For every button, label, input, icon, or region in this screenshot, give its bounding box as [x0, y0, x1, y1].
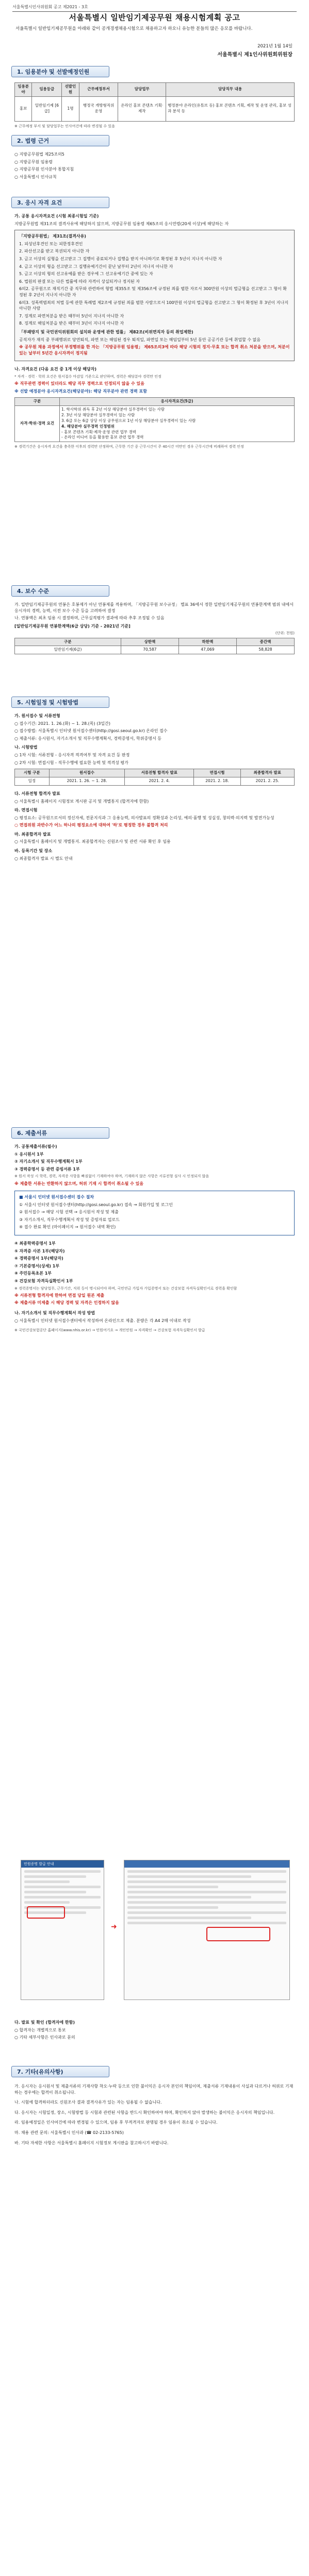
placeholder-line — [24, 1891, 86, 1893]
box-line: 5. 금고 이상의 형의 선고유예를 받은 경우에 그 선고유예기간 중에 있는 자 — [19, 272, 153, 277]
placeholder-line — [24, 1901, 70, 1904]
qual-item: - 홍보 콘텐츠 기획·제작·운영 관련 업무 경력 — [61, 429, 136, 434]
placeholder-line — [127, 1886, 218, 1888]
box-line: 6의2. 공무원으로 재직기간 중 직무와 관련하여 형법 제355조 및 제356조에 규정된 죄를 범한 자로서 300만원 이상의 벌금형을 선고받고 그 형이 확정된 후 2년이 지나지 아니한 자 — [19, 286, 287, 297]
doc-item: ⑤ 자격증 사본 1부(해당자) — [14, 1248, 65, 1253]
table-cell: 58,828 — [236, 646, 294, 654]
placeholder-line — [127, 1917, 251, 1919]
table-cell: 일반임기제(6급) — [15, 646, 121, 654]
law-item: ○ 서울특별시 인사규칙 — [14, 174, 57, 179]
law-item: ○ 지방공무원 임용령 — [14, 159, 53, 164]
doc-item: ② 자기소개서 및 직무수행계획서 1부 — [14, 1159, 83, 1164]
box-line: 7. 징계로 파면처분을 받은 때부터 5년이 지나지 아니한 자 — [19, 313, 124, 318]
table-cell: 2021. 2. 25. — [240, 777, 294, 786]
section-7-body — [14, 2083, 295, 2150]
salary-text: 가. 일반임기제공무원의 연봉은 호봉제가 아닌 연봉제를 적용하며, 「지방공무원 보수규정」 별표 36에서 정한 일반임기제공무원의 연봉한계액 범위 내에서 응시자의 경력, 능력, 이전 보수 수준 등을 고려하여 결정 — [14, 602, 294, 613]
salary-text: 나. 연봉액은 최초 임용 시 결정하며, 근무실적평가 결과에 따라 추후 조정될 수 있음 — [14, 616, 165, 621]
salary-table — [14, 638, 295, 655]
schedule-line: ○ 제출서류: 응시원서, 자기소개서 및 직무수행계획서, 경력증명서, 학위증명서 등 — [14, 736, 161, 741]
sub-heading: 나. 시험방법 — [14, 745, 38, 750]
common-qual-text: 지방공무원법 제31조의 결격사유에 해당하지 않으며, 지방공무원 임용령 제65조의 응시연령(20세 이상)에 해당하는 자 — [14, 221, 229, 226]
box-line: 공직자가 재직 중 부패행위로 당연퇴직, 파면 또는 해임된 경우 퇴직일, 파면일 또는 해임일부터 5년 동안 공공기관 등에 취업할 수 없음 — [19, 337, 261, 342]
qual-heading: 나. 자격요건 (다음 요건 중 1개 이상 해당자) — [14, 367, 97, 372]
sub-heading: 다. 발표 및 확인 (합격자에 한함) — [14, 2020, 75, 2025]
doc-note: ※ 경력증명서는 담당업무, 근무기간, 직위 등이 명시되어야 하며, 국민연금 가입자 가입증명서 또는 건강보험 자격득실확인서로 경력을 확인함 — [14, 1286, 237, 1291]
screenshot-note: ※ 국민건강보험공단 홈페이지(www.nhis.or.kr) → 민원여기요 → 개인민원 → 자격확인 → 건강보험 자격득실확인서 발급 — [14, 1328, 205, 1333]
doc-note: ※ 원서 작성 시 학력, 경력, 자격증 사항을 빠짐없이 기재하여야 하며, 기재하지 않은 사항은 서류전형 심사 시 인정되지 않음 — [14, 1174, 209, 1179]
section-3-title: 3. 응시 자격 요건 — [11, 197, 109, 208]
section-6-tail — [14, 2020, 295, 2042]
notice-item: 나. 시험에 합격하더라도 신원조사 결과 결격사유가 있는 자는 임용될 수 없습니다. — [14, 2100, 162, 2105]
table-header: 선발인원 — [62, 83, 79, 97]
table-cell: 일정 — [15, 777, 50, 786]
placeholder-line — [24, 1870, 101, 1873]
table-row — [15, 777, 295, 786]
schedule-line: ○ 접수기간: 2021. 1. 26.(화) ~ 1. 28.(목) (3일간) — [14, 721, 110, 726]
qual-note: * 자격 · 경력 · 학위 요건은 원서접수 마감일 기준으로 판단하며, 경력은 해당분야 경력만 인정 — [14, 374, 161, 379]
qual-item: 2. 3년 이상 해당분야 실무경력이 있는 사람 — [61, 412, 135, 417]
placeholder-line — [24, 1896, 101, 1899]
section-1-note: ※ 근무예정 부서 및 담당업무는 인사여건에 따라 변경될 수 있음 — [14, 124, 115, 128]
intro-text: 서울특별시 일반임기제공무원을 아래와 같이 공개경쟁채용시험으로 채용하고자 하오니 유능한 분들의 많은 응모를 바랍니다. — [15, 26, 253, 31]
section-3-body — [14, 213, 295, 451]
notice-date: 2021년 1월 14일 — [257, 44, 292, 49]
section-6-body — [14, 1144, 295, 1334]
section-4-body — [14, 602, 295, 654]
sub-heading: 가. 원서접수 및 서류전형 — [14, 714, 60, 718]
box-title: ■ 서울시 인터넷 원서접수센터 접수 절차 — [19, 1195, 94, 1200]
table-row — [15, 96, 295, 121]
section-7-title: 7. 기타(유의사항) — [11, 2066, 109, 2077]
box-line: ① 서울시 인터넷 원서접수센터(http://gosi.seoul.go.kr) 접속 → 회원가입 및 로그인 — [19, 1202, 173, 1207]
placeholder-line — [127, 1901, 286, 1904]
placeholder-line — [127, 1896, 251, 1899]
law-item: ○ 지방공무원 인사분야 통합지침 — [14, 167, 74, 172]
box-line: 1. 피성년후견인 또는 피한정후견인 — [19, 241, 83, 246]
schedule-line: ○ 2차 시험: 면접시험 - 직무수행에 필요한 능력 및 적격성 평가 — [14, 760, 128, 765]
table-cell: 행정분야 온라인(유튜브 등) 홍보 콘텐츠 기획, 제작 및 운영 관리, 홍보 성과 분석 등 — [166, 96, 295, 121]
highlight-callout — [27, 1906, 65, 1919]
doc-item: ⑧ 주민등록초본 1부 — [14, 1271, 52, 1276]
notice-item: 라. 임용예정일은 인사여건에 따라 변경될 수 있으며, 임용 후 부적격자로 판명될 경우 임용이 취소될 수 있습니다. — [14, 2120, 218, 2125]
placeholder-line — [24, 1875, 86, 1878]
table-cell: 1명 — [62, 96, 79, 121]
table-row — [15, 406, 295, 442]
qual-item: 1. 학사학위 취득 후 2년 이상 해당분야 실무경력이 있는 사람 — [61, 407, 165, 412]
screenshot-title: 민원증명 발급 안내 — [21, 1860, 104, 1868]
position-table — [14, 82, 295, 122]
section-5-body — [14, 713, 295, 863]
table-header: 시험 구분 — [15, 769, 50, 777]
tail-line: ○ 합격자는 개별적으로 통보 — [14, 2027, 66, 2032]
placeholder-line — [127, 1875, 251, 1878]
doc-item: ⑦ 기본증명서(상세) 1부 — [14, 1263, 60, 1268]
doc-item: ③ 경력증명서 등 관련 증빙서류 1부 — [14, 1166, 80, 1172]
qual-item: - 온라인 미디어 등을 활용한 홍보 관련 업무 경력 — [61, 435, 144, 440]
placeholder-line — [127, 1911, 286, 1914]
schedule-line: ○ 서울특별시 홈페이지 시험정보 게시판 공지 및 개별통지 (합격자에 한함) — [14, 799, 149, 804]
box-line: ② 원서접수 → 해당 시험 선택 → 응시원서 작성 및 제출 — [19, 1210, 119, 1215]
section-1-title: 1. 임용분야 및 선발예정인원 — [11, 66, 109, 77]
box-line: 8. 징계로 해임처분을 받은 때부터 3년이 지나지 아니한 자 — [19, 321, 124, 326]
table-header: 근무예정부서 — [79, 83, 118, 97]
doc-item: ⑨ 건강보험 자격득실확인서 1부 — [14, 1279, 73, 1284]
table-header: 상한액 — [121, 638, 178, 646]
section-2-body — [14, 151, 295, 181]
table-cell: 행정국 개방형직위 운영 — [79, 96, 118, 121]
schedule-line: ○ 서울특별시 홈페이지 및 개별통지. 최종합격자는 신원조사 및 관련 서류 확인 후 임용 — [14, 839, 171, 844]
salary-caption: [일반임기제공무원 연봉한계액(6급 상당) 기준 - 2021년 기준] — [14, 623, 131, 629]
box-line: ③ 자기소개서, 직무수행계획서 작성 및 증빙자료 업로드 — [19, 1217, 120, 1222]
doc-item: ④ 최종학력증명서 1부 — [14, 1241, 56, 1246]
doc-item: ⑥ 경력증명서 1부(해당자) — [14, 1256, 63, 1261]
notice-item: 다. 응시자는 시험일정, 장소, 시험방법 등 시험과 관련된 사항을 반드시 확인하여야 하며, 확인하지 않아 발생하는 불이익은 응시자의 책임입니다. — [14, 2110, 275, 2115]
sub-heading: 다. 서류전형 합격자 발표 — [14, 791, 60, 796]
table-header: 임용등급 — [32, 83, 62, 97]
section-1-body — [14, 82, 295, 130]
page-title: 서울특별시 일반임기제공무원 채용시험계획 공고 — [69, 13, 240, 22]
section-5-title: 5. 시험일정 및 시험방법 — [11, 697, 109, 708]
schedule-line: ○ 1차 시험: 서류전형 - 응시자격 적격여부 및 자격 요건 등 판정 — [14, 752, 130, 757]
box-line: 4. 금고 이상의 형을 선고받고 그 집행유예기간이 끝난 날부터 2년이 지나지 아니한 자 — [19, 264, 173, 269]
table-cell: 온라인 홍보 콘텐츠 기획·제작 — [118, 96, 166, 121]
box-line: 6의3. 성폭력범죄의 처벌 등에 관한 특례법 제2조에 규정된 죄를 범한 사람으로서 100만원 이상의 벌금형을 선고받고 그 형이 확정된 후 3년이 지나지 아니한 사람 — [19, 300, 288, 311]
schedule-table — [14, 769, 295, 786]
box-title: 「지방공무원법」 제31조(결격사유) — [19, 234, 86, 239]
table-header: 담당직무 내용 — [166, 83, 295, 97]
table-row — [15, 646, 295, 654]
screenshot-bar — [124, 1860, 289, 1868]
box-line: ④ 접수 완료 확인 (마이페이지 → 원서접수 내역 확인) — [19, 1225, 116, 1230]
box-line: 6. 법원의 판결 또는 다른 법률에 따라 자격이 상실되거나 정지된 자 — [19, 279, 140, 284]
sub-heading: 라. 면접시험 — [14, 808, 38, 813]
table-header: 중간액 — [236, 638, 294, 646]
table-header: 원서접수 — [49, 769, 125, 777]
table-header: 면접시험 — [194, 769, 240, 777]
salary-unit: (단위: 천원) — [275, 631, 295, 636]
section-2-title: 2. 법령 근거 — [11, 135, 109, 146]
table-cell: 2021. 1. 26. ~ 1. 28. — [49, 777, 125, 786]
doc-item: ① 응시원서 1부 — [14, 1151, 44, 1157]
schedule-line: ○ 면접위원 과반수가 어느 하나의 평정요소에 대하여 '하'로 평정한 경우 불합격 처리 — [14, 823, 168, 828]
placeholder-line — [24, 1886, 101, 1888]
table-cell: 2021. 2. 18. — [194, 777, 240, 786]
schedule-line: ○ 최종합격자 발표 시 별도 안내 — [14, 856, 73, 861]
placeholder-line — [127, 1906, 218, 1909]
table-header: 담당업무 — [118, 83, 166, 97]
required-docs-list — [14, 1241, 295, 1284]
placeholder-line — [127, 1922, 286, 1924]
notice-item: 가. 응시자는 응시원서 및 제출서류의 기재사항 착오·누락 등으로 인한 불이익은 응시자 본인의 책임이며, 제출서류 기재내용이 사실과 다르거나 허위로 기재하는 경우에는 합격이 취소됩니다. — [14, 2084, 294, 2095]
table-header: 서류전형 합격자 발표 — [125, 769, 194, 777]
section-4-title: 4. 보수 수준 — [11, 585, 109, 597]
box-line: 3. 금고 이상의 실형을 선고받고 그 집행이 종료되거나 집행을 받지 아니하기로 확정된 후 5년이 지나지 아니한 자 — [19, 256, 222, 261]
doc-note: ※ 서류전형 합격자에 한하여 면접 당일 원본 제출 — [14, 1293, 105, 1298]
notice-item: 마. 채용 관련 문의: 서울특별시 인사과 (☎ 02-2133-5765) — [14, 2130, 124, 2135]
sub-heading: 마. 최종합격자 발표 — [14, 832, 51, 837]
notice-signer: 서울특별시 제1인사위원회위원장 — [217, 52, 292, 58]
table-header: 구분 — [15, 398, 60, 406]
qual-item: 4. 해당분야 실무경력 인정범위 — [61, 423, 115, 429]
sub-heading: 나. 자기소개서 및 직무수행계획서 작성 방법 — [14, 1310, 95, 1315]
common-qual-heading: 가. 공통 응시자격요건 (시험 최종시험일 기준) — [14, 214, 99, 218]
placeholder-line — [127, 1870, 286, 1873]
table-cell: 일반임기제 [6급] — [32, 96, 62, 121]
placeholder-line — [127, 1891, 286, 1893]
law-item: ○ 지방공무원법 제25조의5 — [14, 152, 64, 157]
schedule-line: ○ 접수방법: 서울특별시 인터넷 원서접수센터(http://gosi.seoul.go.kr) 온라인 접수 — [14, 728, 168, 734]
box-line: 2. 파산선고를 받고 복권되지 아니한 자 — [19, 249, 90, 254]
table-header: 최종합격자 발표 — [240, 769, 294, 777]
qualification-table — [14, 397, 295, 442]
table-cell: 47,069 — [178, 646, 236, 654]
doc-note: ※ 제출한 서류는 반환하지 않으며, 허위 기재 시 합격이 취소될 수 있음 — [14, 1181, 144, 1186]
online-procedure-box — [14, 1191, 295, 1235]
highlight-callout — [206, 1927, 270, 1941]
table-header: 구분 — [15, 638, 121, 646]
table-cell — [60, 406, 295, 442]
table-cell: 자격·학위·경력 요건 — [15, 406, 60, 442]
qual-warning: ※ 직무관련 경력이 있더라도 해당 직무 경력으로 인정되지 않을 수 있음 — [14, 381, 145, 386]
website-screenshot-left — [21, 1860, 104, 2000]
placeholder-line — [24, 1880, 70, 1883]
notice-number: 서울특별시인사위원회 공고 제2021 - 3호 — [12, 4, 297, 12]
table-header: 임용분야 — [15, 83, 32, 97]
box-line: ※ 공무원 채용 과정에서 부정행위를 한 자는 「지방공무원 임용령」 제65조의3에 따라 해당 시험의 정지·무효 또는 합격 취소 처분을 받으며, 처분이 있는 날부터 5년간 응시자격이 정지됨 — [19, 345, 290, 355]
notice-item: 바. 기타 자세한 사항은 서울특별시 홈페이지 시험정보 게시판을 참고하시기 바랍니다. — [14, 2140, 169, 2145]
disqualification-box — [14, 230, 295, 361]
table-cell: 홍보 — [15, 96, 32, 121]
table-cell: 2021. 2. 4. — [125, 777, 194, 786]
box-title: 「부패방지 및 국민권익위원회의 설치와 운영에 관한 법률」 제82조(비위면직자 등의 취업제한) — [19, 329, 193, 334]
table-header: 응시자격요건(5급) — [60, 398, 295, 406]
table-cell: 70,587 — [121, 646, 178, 654]
qual-item: 3. 6급 또는 6급 상당 이상 공무원으로 1년 이상 해당분야 실무경력이 있는 사람 — [61, 418, 196, 423]
tail-line: ○ 기타 세부사항은 인사과로 문의 — [14, 2035, 75, 2040]
table-header: 하한액 — [178, 638, 236, 646]
section-6-title: 6. 제출서류 — [11, 1127, 109, 1139]
placeholder-line — [127, 1880, 286, 1883]
sub-heading: 바. 등록기간 및 장소 — [14, 849, 53, 854]
doc-note: ※ 제출서류 미제출 시 해당 경력 및 자격은 인정하지 않음 — [14, 1300, 119, 1306]
arrow-right-icon: ➜ — [111, 1923, 117, 1931]
guide-text: ○ 서울특별시 인터넷 원서접수센터에서 작성하여 온라인으로 제출. 분량은 각 A4 2매 이내로 작성 — [14, 1318, 191, 1323]
schedule-line: ○ 평정요소: 공무원으로서의 정신자세, 전문지식과 그 응용능력, 의사발표의 정확성과 논리성, 예의·품행 및 성실성, 창의력·의지력 및 발전가능성 — [14, 815, 274, 820]
qual-warning: ※ 선발 예정분야 응시자격요건(해당분야): 해당 직무분야 관련 경력 포함 — [14, 388, 147, 394]
qual-footnote: ※ 경력기간은 응시자격 요건을 충족한 이후의 경력만 산정하며, 근무한 기간 중 근무시간이 주 40시간 미만인 경우 근무시간에 비례하여 경력 인정 — [14, 445, 244, 449]
sub-heading: 가. 공통제출서류(필수) — [14, 1144, 57, 1149]
